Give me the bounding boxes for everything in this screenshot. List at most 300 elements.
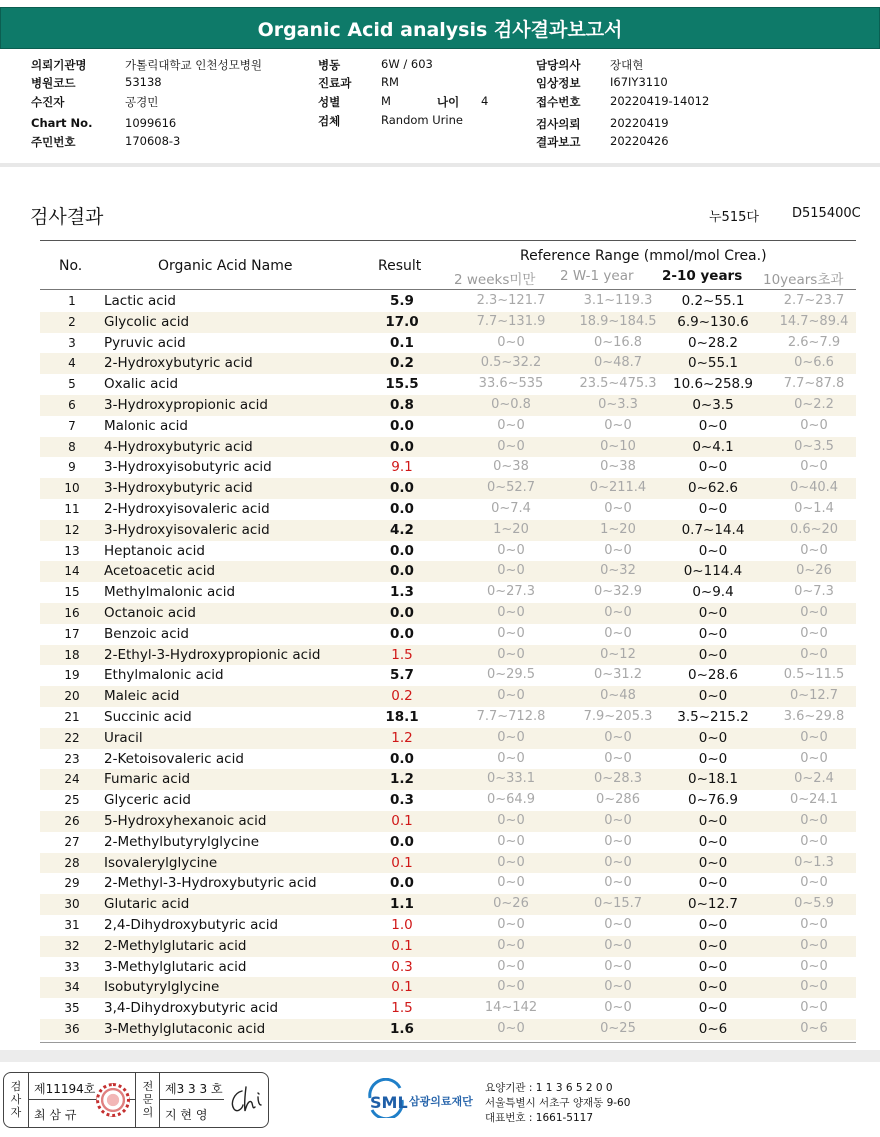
cell-name: 2-Hydroxybutyric acid — [104, 355, 253, 372]
table-row — [40, 561, 856, 582]
cell-r4: 0~0 — [800, 729, 828, 745]
cell-no: 7 — [68, 418, 76, 433]
cell-result: 0.0 — [390, 480, 414, 497]
cell-name: 4-Hydroxybutyric acid — [104, 438, 253, 455]
cell-r2: 0~286 — [596, 792, 640, 808]
cell-result: 0.0 — [390, 438, 414, 455]
value-patient: 공경민 — [125, 95, 159, 109]
col-header-reference: Reference Range (mmol/mol Crea.) — [520, 248, 767, 264]
table-row — [40, 936, 856, 957]
cell-r3: 0~0 — [698, 875, 728, 892]
cell-name: Uracil — [104, 729, 143, 746]
cell-r4: 0~0 — [800, 646, 828, 662]
cell-name: 2-Methyl-3-Hydroxybutyric acid — [104, 875, 317, 892]
table-row — [40, 769, 856, 790]
cell-no: 10 — [64, 481, 80, 496]
cell-r1: 0~0 — [497, 916, 525, 932]
cell-name: 3-Hydroxyisobutyric acid — [104, 459, 272, 476]
cell-r2: 0~0 — [604, 812, 632, 828]
table-row — [40, 457, 856, 478]
cell-r1: 0~0 — [497, 875, 525, 891]
cell-name: Ethylmalonic acid — [104, 667, 224, 684]
organization-name: 삼광의료재단 — [409, 1095, 473, 1108]
cell-result: 0.0 — [390, 500, 414, 517]
cell-result: 1.6 — [390, 1020, 414, 1037]
specialist-name: 지 현 영 — [165, 1108, 208, 1122]
cell-r2: 0~32.9 — [593, 584, 643, 600]
table-row — [40, 353, 856, 374]
cell-name: 2-Methylbutyrylglycine — [104, 833, 260, 850]
cell-r4: 0~2.4 — [794, 771, 834, 787]
label-report-date: 결과보고 — [536, 135, 581, 149]
cell-r2: 0~0 — [604, 625, 632, 641]
cell-r1: 0~64.9 — [486, 792, 536, 808]
cell-r1: 33.6~535 — [478, 376, 544, 392]
cell-r2: 0~28.3 — [593, 771, 643, 787]
examiner-name: 최 삼 규 — [34, 1108, 77, 1122]
cell-r4: 2.7~23.7 — [783, 293, 845, 308]
cell-result: 18.1 — [385, 708, 419, 725]
cell-r4: 0~6 — [800, 1020, 828, 1036]
col-header-no: No. — [59, 258, 83, 274]
cell-r2: 0~25 — [600, 1020, 636, 1036]
cell-r3: 0~28.2 — [688, 334, 738, 351]
logo-text: SML — [370, 1093, 408, 1112]
sign-divider — [159, 1073, 160, 1127]
table-row — [40, 832, 856, 853]
cell-no: 20 — [64, 689, 80, 704]
cell-r4: 0~0 — [800, 625, 828, 641]
ref-col-2w-1year: 2 W-1 year — [560, 268, 634, 284]
cell-r1: 0~38 — [493, 459, 529, 475]
table-row — [40, 894, 856, 915]
cell-result: 0.0 — [390, 750, 414, 767]
cell-result: 4.2 — [390, 521, 414, 538]
cell-result: 0.2 — [390, 355, 414, 372]
cell-result: 1.3 — [390, 584, 414, 601]
cell-name: Octanoic acid — [104, 604, 196, 621]
cell-no: 3 — [68, 335, 76, 350]
label-doctor: 담당의사 — [536, 58, 581, 72]
cell-no: 6 — [68, 397, 76, 412]
cell-r4: 0~5.9 — [794, 896, 834, 912]
table-top-rule — [40, 240, 856, 241]
cell-r3: 0.7~14.4 — [681, 521, 745, 538]
cell-name: Benzoic acid — [104, 625, 189, 642]
cell-name: Malonic acid — [104, 417, 188, 434]
examiner-license: 제11194호 — [34, 1082, 96, 1096]
label-receipt-no: 접수번호 — [536, 95, 581, 109]
specialist-label: 전문의 — [142, 1080, 154, 1119]
cell-result: 5.9 — [390, 293, 414, 309]
cell-r1: 0~0 — [497, 438, 525, 454]
cell-name: 3-Hydroxybutyric acid — [104, 480, 253, 497]
cell-r2: 1~20 — [600, 521, 636, 537]
cell-r1: 0~0 — [497, 854, 525, 870]
cell-r3: 0~0 — [698, 750, 728, 767]
table-header-rule — [40, 289, 856, 290]
cell-r1: 0.5~32.2 — [480, 355, 542, 371]
label-institution: 의뢰기관명 — [31, 58, 87, 72]
table-row — [40, 374, 856, 395]
sign-divider — [159, 1099, 224, 1100]
cell-r1: 0~0 — [497, 646, 525, 662]
cell-result: 0.1 — [391, 854, 413, 871]
cell-r3: 0~0 — [698, 688, 728, 705]
cell-no: 34 — [64, 980, 80, 995]
table-row — [40, 957, 856, 978]
cell-result: 0.0 — [390, 833, 414, 850]
cell-r4: 7.7~87.8 — [783, 376, 845, 392]
value-institution: 가톨릭대학교 인천성모병원 — [125, 58, 262, 72]
cell-r4: 14.7~89.4 — [779, 313, 849, 329]
cell-no: 32 — [64, 938, 80, 953]
cell-r1: 7.7~131.9 — [476, 313, 546, 329]
cell-r4: 0~0 — [800, 937, 828, 953]
label-chart-no: Chart No. — [31, 116, 93, 130]
cell-name: 3-Hydroxypropionic acid — [104, 396, 268, 413]
cell-result: 1.0 — [391, 916, 413, 933]
cell-r4: 0.5~11.5 — [783, 667, 845, 683]
cell-name: 2-Ethyl-3-Hydroxypropionic acid — [104, 646, 321, 663]
cell-result: 1.2 — [390, 771, 414, 788]
table-row — [40, 437, 856, 458]
institution-code: 요양기관 : 1 1 3 6 5 2 0 0 — [485, 1082, 613, 1094]
ref-col-under-2-weeks: 2 weeks미만 — [454, 272, 536, 288]
cell-r4: 0~0 — [800, 604, 828, 620]
cell-r1: 0~0 — [497, 812, 525, 828]
cell-name: Methylmalonic acid — [104, 584, 236, 601]
cell-no: 2 — [68, 314, 76, 329]
cell-r3: 0~18.1 — [688, 771, 738, 788]
cell-r2: 0~0 — [604, 500, 632, 516]
cell-r3: 0~0 — [698, 625, 728, 642]
cell-no: 21 — [64, 709, 80, 724]
cell-r1: 0~0 — [497, 604, 525, 620]
cell-r1: 0~0 — [497, 417, 525, 433]
cell-no: 11 — [64, 501, 80, 516]
table-row — [40, 541, 856, 562]
cell-r3: 0.2~55.1 — [681, 293, 745, 309]
cell-r4: 0~0 — [800, 958, 828, 974]
cell-r4: 0~40.4 — [789, 480, 839, 496]
value-specimen: Random Urine — [381, 113, 463, 127]
ref-col-2-10-years: 2-10 years — [662, 268, 743, 284]
cell-no: 13 — [64, 543, 80, 558]
cell-r3: 0~28.6 — [688, 667, 738, 684]
label-specimen: 검체 — [318, 114, 341, 128]
cell-no: 14 — [64, 564, 80, 579]
value-age: 4 — [481, 94, 489, 108]
cell-name: 3-Methylglutaconic acid — [104, 1020, 266, 1037]
cell-r2: 0~12 — [600, 646, 636, 662]
cell-r2: 0~0 — [604, 833, 632, 849]
address: 서울특별시 서초구 양재동 9-60 — [485, 1097, 631, 1109]
cell-no: 36 — [64, 1021, 80, 1036]
cell-result: 5.7 — [390, 667, 414, 684]
cell-no: 9 — [68, 460, 76, 475]
cell-name: Acetoacetic acid — [104, 563, 216, 580]
cell-r2: 0~48.7 — [593, 355, 643, 371]
cell-r2: 0~38 — [600, 459, 636, 475]
cell-no: 26 — [64, 813, 80, 828]
cell-r3: 0~76.9 — [688, 792, 738, 809]
cell-r2: 0~0 — [604, 750, 632, 766]
value-resident-no: 170608-3 — [125, 134, 181, 148]
sign-divider — [135, 1073, 136, 1127]
cell-no: 25 — [64, 793, 80, 808]
cell-r1: 7.7~712.8 — [476, 708, 546, 724]
section-code-2: D515400C — [792, 206, 861, 221]
cell-result: 0.1 — [391, 979, 413, 996]
cell-name: Heptanoic acid — [104, 542, 205, 559]
cell-name: 2-Ketoisovaleric acid — [104, 750, 244, 767]
cell-r4: 0~26 — [796, 563, 832, 579]
cell-no: 27 — [64, 834, 80, 849]
cell-r2: 0~15.7 — [593, 896, 643, 912]
value-sex: M — [381, 94, 391, 108]
cell-r1: 0~0 — [497, 958, 525, 974]
ref-col-over-10-years: 10years초과 — [763, 272, 844, 288]
cell-name: Pyruvic acid — [104, 334, 186, 351]
cell-r4: 0~2.2 — [794, 396, 834, 412]
cell-name: 3,4-Dihydroxybutyric acid — [104, 1000, 279, 1017]
cell-r4: 3.6~29.8 — [783, 708, 845, 724]
cell-r2: 0~10 — [600, 438, 636, 454]
cell-r2: 0~0 — [604, 1000, 632, 1016]
col-header-name: Organic Acid Name — [158, 258, 293, 274]
cell-r3: 0~0 — [698, 812, 728, 829]
cell-result: 0.1 — [391, 937, 413, 954]
cell-name: Glutaric acid — [104, 896, 190, 913]
cell-name: 3-Methylglutaric acid — [104, 958, 247, 975]
cell-name: Glycolic acid — [104, 313, 190, 330]
cell-result: 1.1 — [390, 896, 414, 913]
cell-r3: 3.5~215.2 — [677, 708, 749, 725]
cell-r3: 0~4.1 — [692, 438, 734, 455]
cell-result: 0.3 — [390, 792, 414, 809]
cell-result: 17.0 — [385, 313, 419, 330]
cell-r1: 0~33.1 — [486, 771, 536, 787]
cell-result: 0.1 — [391, 812, 413, 829]
cell-result: 0.3 — [391, 958, 413, 975]
cell-r1: 0~0 — [497, 688, 525, 704]
cell-r4: 0~0 — [800, 979, 828, 995]
cell-r3: 0~0 — [698, 604, 728, 621]
cell-result: 0.0 — [390, 625, 414, 642]
label-resident-no: 주민번호 — [31, 135, 76, 149]
value-doctor: 장대현 — [610, 58, 644, 72]
table-row — [40, 312, 856, 333]
cell-r2: 0~0 — [604, 916, 632, 932]
cell-r2: 0~32 — [600, 563, 636, 579]
cell-name: Isobutyrylglycine — [104, 979, 220, 996]
cell-r2: 3.1~119.3 — [583, 293, 653, 308]
cell-no: 33 — [64, 959, 80, 974]
cell-r1: 0~0.8 — [491, 396, 531, 412]
cell-r1: 0~0 — [497, 563, 525, 579]
cell-r2: 0~0 — [604, 542, 632, 558]
cell-r1: 0~0 — [497, 1020, 525, 1036]
specialist-license: 제3 3 3 호 — [165, 1082, 223, 1096]
cell-r1: 0~0 — [497, 542, 525, 558]
section-code-1: 누515다 — [709, 210, 759, 225]
cell-r2: 7.9~205.3 — [583, 708, 653, 724]
table-row — [40, 291, 856, 312]
table-row — [40, 790, 856, 811]
cell-r3: 0~12.7 — [688, 896, 738, 913]
cell-r2: 0~0 — [604, 979, 632, 995]
table-row — [40, 645, 856, 666]
cell-r2: 0~0 — [604, 875, 632, 891]
table-row — [40, 333, 856, 354]
cell-r4: 0~0 — [800, 750, 828, 766]
value-request-date: 20220419 — [610, 116, 669, 130]
cell-no: 4 — [68, 356, 76, 371]
cell-r4: 0~0 — [800, 916, 828, 932]
cell-r2: 0~0 — [604, 604, 632, 620]
cell-r2: 18.9~184.5 — [579, 313, 657, 329]
table-row — [40, 395, 856, 416]
cell-r1: 0~0 — [497, 937, 525, 953]
cell-r2: 0~211.4 — [589, 480, 647, 496]
value-ward: 6W / 603 — [381, 57, 433, 71]
cell-no: 12 — [64, 522, 80, 537]
cell-no: 35 — [64, 1001, 80, 1016]
cell-name: Lactic acid — [104, 293, 176, 309]
patient-info — [0, 55, 880, 155]
section-title: 검사결과 — [30, 206, 104, 228]
cell-r3: 0~9.4 — [692, 584, 734, 601]
cell-no: 8 — [68, 439, 76, 454]
cell-r3: 0~0 — [698, 1000, 728, 1017]
cell-no: 18 — [64, 647, 80, 662]
cell-result: 1.2 — [391, 729, 413, 746]
value-department: RM — [381, 75, 399, 89]
cell-r4: 0~24.1 — [789, 792, 839, 808]
header-divider — [0, 163, 880, 167]
label-ward: 병동 — [318, 58, 341, 72]
cell-r4: 0~0 — [800, 542, 828, 558]
cell-r1: 0~0 — [497, 750, 525, 766]
cell-r1: 2.3~121.7 — [476, 293, 546, 308]
cell-r3: 0~0 — [698, 854, 728, 871]
cell-name: Succinic acid — [104, 708, 192, 725]
cell-r4: 0~1.3 — [794, 854, 834, 870]
label-department: 진료과 — [318, 76, 352, 90]
report-title: Organic Acid analysis 검사결과보고서 — [0, 7, 880, 49]
value-receipt-no: 20220419-14012 — [610, 94, 710, 108]
cell-r1: 0~0 — [497, 729, 525, 745]
cell-result: 0.0 — [390, 417, 414, 434]
cell-r3: 0~55.1 — [688, 355, 738, 372]
value-clinical-info: I67IY3110 — [610, 75, 668, 89]
cell-name: 5-Hydroxyhexanoic acid — [104, 812, 267, 829]
cell-r3: 0~3.5 — [692, 396, 734, 413]
cell-result: 0.0 — [390, 604, 414, 621]
cell-r3: 0~0 — [698, 542, 728, 559]
value-chart-no: 1099616 — [125, 116, 177, 130]
cell-no: 24 — [64, 772, 80, 787]
label-clinical-info: 임상정보 — [536, 76, 581, 90]
cell-result: 0.2 — [391, 688, 413, 705]
cell-no: 30 — [64, 897, 80, 912]
cell-no: 17 — [64, 626, 80, 641]
cell-r4: 0~0 — [800, 417, 828, 433]
table-row — [40, 603, 856, 624]
cell-r3: 0~0 — [698, 459, 728, 476]
cell-r1: 0~0 — [497, 625, 525, 641]
table-row — [40, 1019, 856, 1040]
cell-r3: 0~0 — [698, 500, 728, 517]
cell-no: 19 — [64, 668, 80, 683]
cell-name: Glyceric acid — [104, 792, 191, 809]
table-row — [40, 749, 856, 770]
table-row — [40, 728, 856, 749]
cell-result: 1.5 — [391, 1000, 413, 1017]
cell-r4: 2.6~7.9 — [787, 334, 841, 350]
table-row — [40, 499, 856, 520]
table-row — [40, 478, 856, 499]
cell-name: Isovalerylglycine — [104, 854, 218, 871]
cell-r3: 6.9~130.6 — [677, 313, 749, 330]
label-hospital-code: 병원코드 — [31, 76, 76, 90]
cell-result: 1.5 — [391, 646, 413, 663]
table-row — [40, 977, 856, 998]
cell-result: 0.0 — [390, 875, 414, 892]
cell-r1: 0~26 — [493, 896, 529, 912]
cell-result: 0.0 — [390, 542, 414, 559]
cell-r3: 0~0 — [698, 417, 728, 434]
cell-r4: 0~7.3 — [794, 584, 834, 600]
table-bottom-rule — [40, 1042, 856, 1043]
cell-r3: 0~0 — [698, 833, 728, 850]
cell-r4: 0~0 — [800, 459, 828, 475]
table-row — [40, 686, 856, 707]
cell-r1: 0~29.5 — [486, 667, 536, 683]
label-request-date: 검사의뢰 — [536, 117, 581, 131]
signature-icon — [228, 1085, 266, 1115]
cell-r4: 0~3.5 — [794, 438, 834, 454]
cell-name: Oxalic acid — [104, 376, 179, 393]
value-hospital-code: 53138 — [125, 75, 162, 89]
cell-r1: 0~0 — [497, 334, 525, 350]
cell-r4: 0~0 — [800, 812, 828, 828]
cell-r4: 0~0 — [800, 875, 828, 891]
cell-r2: 0~0 — [604, 417, 632, 433]
cell-result: 0.0 — [390, 563, 414, 580]
cell-r3: 0~0 — [698, 937, 728, 954]
cell-name: 2,4-Dihydroxybutyric acid — [104, 916, 279, 933]
cell-no: 16 — [64, 605, 80, 620]
table-row — [40, 915, 856, 936]
cell-r3: 0~0 — [698, 729, 728, 746]
cell-r4: 0~0 — [800, 1000, 828, 1016]
examiner-label: 검사자 — [10, 1080, 22, 1119]
value-report-date: 20220426 — [610, 134, 669, 148]
table-row — [40, 624, 856, 645]
cell-r1: 14~142 — [484, 1000, 538, 1016]
table-row — [40, 853, 856, 874]
cell-r1: 0~7.4 — [491, 500, 531, 516]
cell-r1: 0~27.3 — [486, 584, 536, 600]
phone: 대표번호 : 1661-5117 — [485, 1112, 594, 1124]
cell-r2: 0~48 — [600, 688, 636, 704]
cell-name: Maleic acid — [104, 688, 180, 705]
table-row — [40, 998, 856, 1019]
cell-r3: 0~6 — [698, 1020, 728, 1037]
cell-no: 15 — [64, 585, 80, 600]
